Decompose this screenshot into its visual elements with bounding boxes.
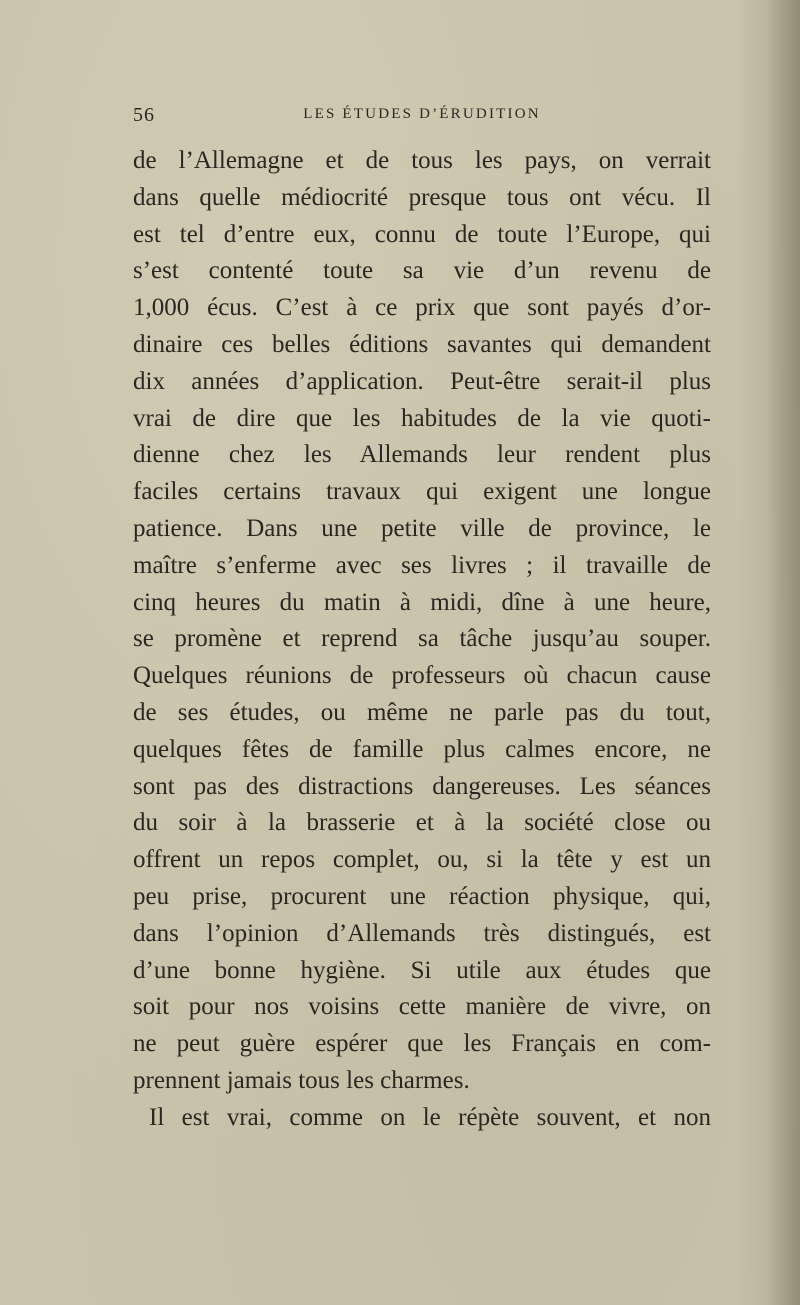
text-line: faciles certains travaux qui exigent une longue bbox=[133, 478, 711, 506]
text-line: prennent jamais tous les charmes. bbox=[133, 1066, 470, 1094]
text-line: cinq heures du matin à midi, dîne à une heure, bbox=[133, 588, 711, 616]
page-number: 56 bbox=[133, 104, 155, 126]
text-line: dinaire ces belles éditions savantes qui demandent bbox=[133, 330, 711, 358]
body-text bbox=[133, 143, 711, 1137]
page-edge-shadow bbox=[766, 0, 800, 1305]
text-line: vrai de dire que les habitudes de la vie quoti- bbox=[133, 404, 711, 432]
text-line: 1,000 écus. C’est à ce prix que sont payés d’or- bbox=[133, 294, 711, 322]
text-line: dienne chez les Allemands leur rendent plus bbox=[133, 441, 711, 469]
text-line: de ses études, ou même ne parle pas du tout, bbox=[133, 698, 711, 726]
text-line: de l’Allemagne et de tous les pays, on verrait bbox=[133, 147, 711, 174]
text-line: sont pas des distractions dangereuses. Les séances bbox=[133, 772, 711, 800]
text-line: est tel d’entre eux, connu de toute l’Europe, qui bbox=[133, 220, 711, 248]
text-line: peu prise, procurent une réaction physique, qui, bbox=[133, 882, 711, 910]
running-head bbox=[133, 100, 711, 132]
text-line: dans quelle médiocrité presque tous ont vécu. Il bbox=[133, 183, 711, 211]
text-line: du soir à la brasserie et à la société close ou bbox=[133, 809, 711, 837]
text-line: Il est vrai, comme on le répète souvent, et non bbox=[149, 1103, 711, 1131]
running-title: LES ÉTUDES D’ÉRUDITION bbox=[303, 106, 541, 122]
text-line: d’une bonne hygiène. Si utile aux études que bbox=[133, 956, 711, 984]
text-line: se promène et reprend sa tâche jusqu’au souper. bbox=[133, 625, 711, 653]
text-line: patience. Dans une petite ville de province, le bbox=[133, 514, 711, 542]
text-line: soit pour nos voisins cette manière de vivre, on bbox=[133, 993, 711, 1021]
text-line: s’est contenté toute sa vie d’un revenu de bbox=[133, 257, 711, 285]
text-line: maître s’enferme avec ses livres ; il travaille de bbox=[133, 551, 711, 579]
text-line: ne peut guère espérer que les Français en com- bbox=[133, 1030, 711, 1058]
text-line: Quelques réunions de professeurs où chacun cause bbox=[133, 662, 711, 690]
text-line: dans l’opinion d’Allemands très distingués, est bbox=[133, 919, 711, 947]
text-line: quelques fêtes de famille plus calmes encore, ne bbox=[133, 735, 711, 763]
text-line: offrent un repos complet, ou, si la tête y est un bbox=[133, 846, 711, 874]
text-line: dix années d’application. Peut-être serait-il plus bbox=[133, 367, 711, 395]
